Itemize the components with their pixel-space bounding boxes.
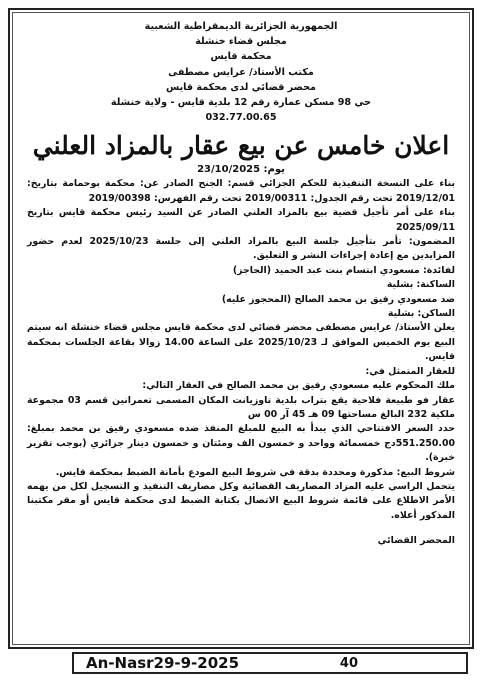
header-line-court: محكمة قايس	[210, 51, 272, 63]
header-block	[27, 19, 455, 125]
body-paragraph: المضمون: تأمر بتأجيل جلسة البيع بالمزاد العلني إلى جلسة 2025/10/23 لعدم حضور المزايدين مع إعادة إجراءات النشر و التعليق.	[27, 236, 455, 262]
body-paragraph: ملك المحكوم عليه مسعودي رفيق بن محمد الصالح في العقار التالي:	[142, 380, 455, 392]
page-footer	[72, 652, 468, 674]
body-paragraph: ضد مسعودي رفيق بن محمد الصالح (المحجوز عليه)	[221, 293, 455, 305]
body-paragraph: حدد السعر الافتتاحي الذي يبدأ به البيع للمبلغ المنفذ ضده مسعودي رفيق بن محمد بمبلغ: 551.250.00دج خمسمائة وواحد و خمسون الف ومئتان و خمسون دينار جزائري (بوجب تقرير خبرة).	[27, 423, 455, 464]
publication-label: An-Nasr29-9-2025	[86, 654, 240, 672]
body-paragraph: يتحمل الراسي عليه المزاد المصاريف القضائية وكل مصاريف التنفيذ و التسجيل لكل من يهمه الأمر الاطلاع على قائمة شروط البيع الاتصال بكتابة الضبط لدى محكمة قايس أو مقر مكتبنا المذكور أعلاه.	[27, 480, 455, 521]
header-line-country: الجمهورية الجزائرية الديمقراطية الشعبية	[144, 21, 338, 32]
body-paragraph: الساكنة: بشلية	[386, 279, 455, 291]
header-line-council: مجلس قضاء خنشلة	[195, 36, 287, 48]
header-line-office: مكتب الأستاذ/ عرايس مصطفى	[168, 66, 314, 78]
header-phone: 032.77.00.65	[205, 112, 277, 124]
signature: المحضر القضائي	[377, 535, 455, 547]
announcement-date: يوم: 23/10/2025	[197, 164, 285, 176]
body-paragraph: عقار فو طبيعة فلاحية يقع بتراب بلدية تاوزيانت المكان المسمى تعمرانين قسم 03 مجموعة ملكية 232 البالغ مساحتها 09 هـ 45 آر 00 س	[27, 394, 455, 420]
body-paragraph: الساكن: بشلية	[387, 308, 455, 320]
announcement-title: اعلان خامس عن بيع عقار بالمزاد العلني	[32, 131, 450, 161]
body-paragraph: بناء على النسخة التنفيذية للحكم الجزائي قسم: الجنح الصادر عن: محكمة بوحمامة بتاريخ: 2019/12/01 تحت رقم الجدول: 2019/00311 تحت رقم الفهرس: 2019/00398	[27, 178, 455, 204]
body-paragraph: يعلن الأستاذ/ عرايس مصطفى محضر قضائي لدى محكمة قايس مجلس قضاء خنشلة انه سيتم البيع يوم الخميس الموافق لـ 2025/10/23 على الساعة 14.00 زوالا بقاعة الجلسات بمحكمة قايس.	[27, 322, 455, 363]
announcement-panel	[12, 12, 470, 645]
header-line-address: حي 98 مسكن عمارة رقم 12 بلدية قايس - ولاية خنشلة	[110, 97, 372, 109]
header-line-bailiff: محضر قضائي لدى محكمة قايس	[166, 81, 316, 93]
body-paragraph: بناء على أمر تأجيل قضية بيع بالمزاد العلني الصادر عن السيد رئيس محكمة قايس بتاريخ 2025/09/11	[27, 207, 455, 233]
announcement-body	[27, 177, 455, 523]
page-number: 40	[339, 655, 358, 671]
body-paragraph: لفائدة: مسعودي ابتسام بنت عبد الحميد (الحاجز)	[232, 264, 455, 276]
body-paragraph: شروط البيع: مذكورة ومحددة بدقة في شروط البيع المودع بأمانة الضبط بمحكمة قايس.	[55, 466, 455, 478]
body-paragraph: للعقار المتمثل في:	[365, 365, 455, 377]
